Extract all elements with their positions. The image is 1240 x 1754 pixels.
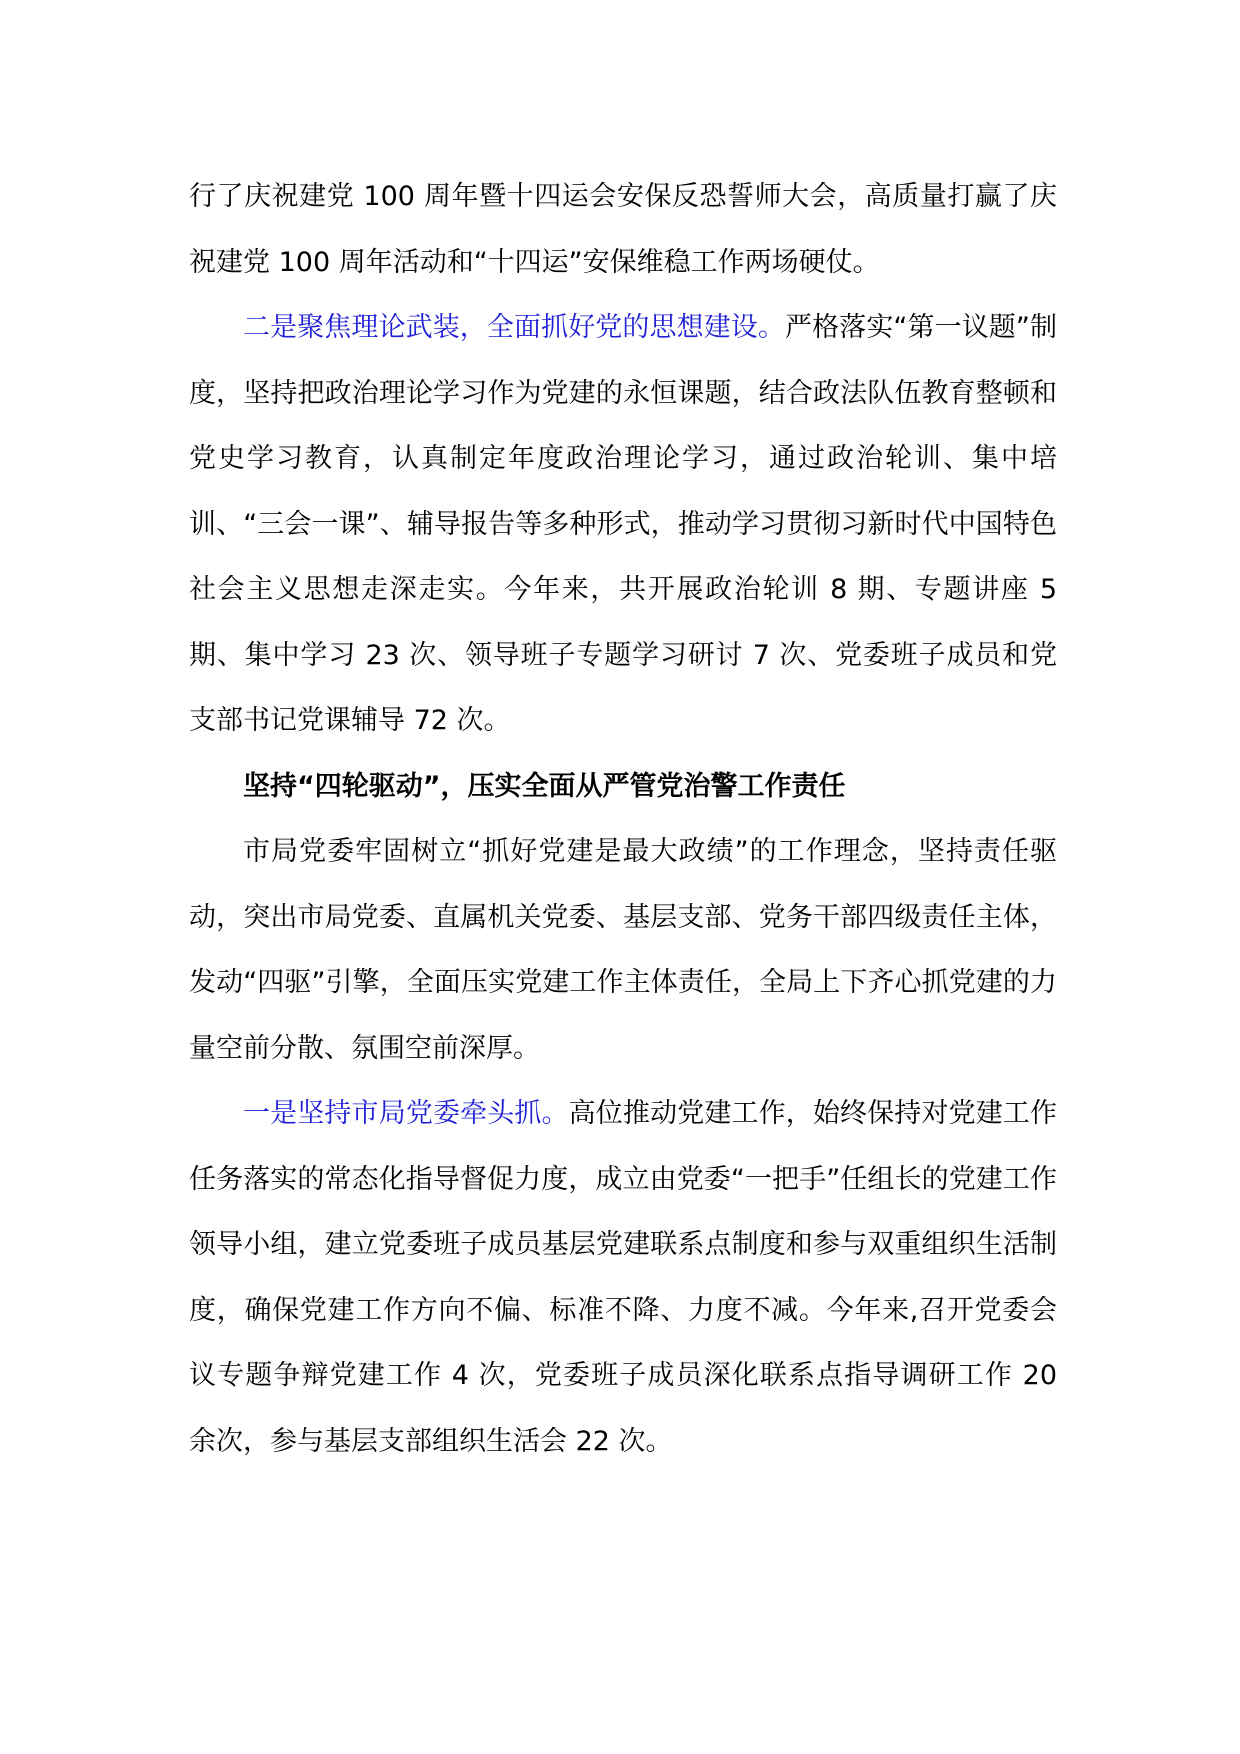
section-heading	[189, 754, 1057, 820]
paragraph-lead-sentence: 二是聚焦理论武装，全面抓好党的思想建设。	[243, 312, 786, 343]
document-body	[189, 164, 1057, 1474]
paragraph-lead-sentence: 一是坚持市局党委牵头抓。	[243, 1098, 569, 1129]
paragraph-text: 严格落实“第一议题”制度，坚持把政治理论学习作为党建的永恒课题，结合政法队伍教育整顿和党史学习教育，认真制定年度政治理论学习，通过政治轮训、集中培训、“三会一课”、辅导报告等多种形式，推动学习贯彻习新时代中国特色社会主义思想走深走实。今年来，共开展政治轮训 8 期、专题讲座 5 期、集中学习 23 次、领导班子专题学习研讨 7 次、党委班子成员和党支部书记党课辅导 72 次。	[189, 312, 1057, 736]
section-heading-text: 坚持“四轮驱动”，压实全面从严管党治警工作责任	[243, 770, 846, 802]
paragraph-theory-study	[189, 295, 1057, 754]
paragraph-text: 市局党委牢固树立“抓好党建是最大政绩”的工作理念，坚持责任驱动，突出市局党委、直属机关党委、基层支部、党务干部四级责任主体，发动“四驱”引擎，全面压实党建工作主体责任，全局上下齐心抓党建的力量空前分散、氛围空前深厚。	[189, 836, 1057, 1064]
paragraph-text: 行了庆祝建党 100 周年暨十四运会安保反恐誓师大会，高质量打赢了庆祝建党 100 周年活动和“十四运”安保维稳工作两场硬仗。	[189, 181, 1057, 278]
paragraph-text: 高位推动党建工作，始终保持对党建工作任务落实的常态化指导督促力度，成立由党委“一把手”任组长的党建工作领导小组，建立党委班子成员基层党建联系点制度和参与双重组织生活制度，确保党建工作方向不偏、标准不降、力度不减。今年来,召开党委会议专题争辩党建工作 4 次，党委班子成员深化联系点指导调研工作 20 余次，参与基层支部组织生活会 22 次。	[189, 1098, 1058, 1457]
paragraph-party-committee-lead	[189, 1081, 1057, 1474]
paragraph-continued	[189, 164, 1057, 295]
paragraph-responsibility	[189, 819, 1057, 1081]
